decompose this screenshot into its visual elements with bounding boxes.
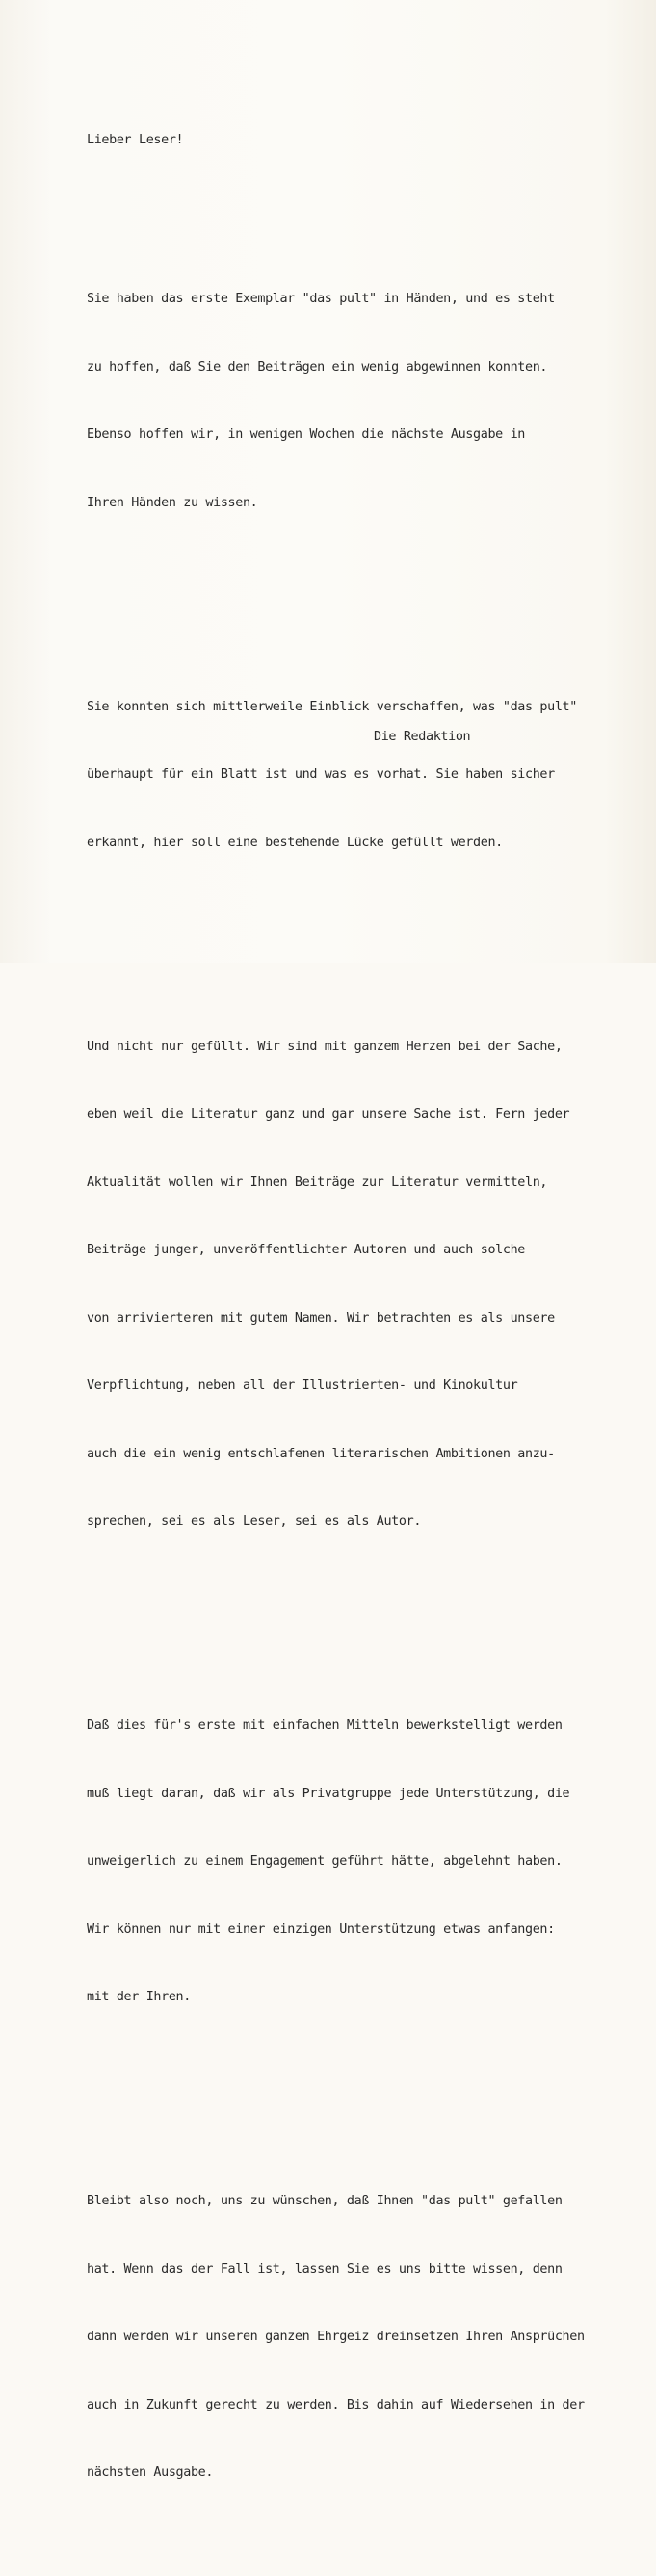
paragraph-5 [87, 2145, 626, 2530]
letter-body [87, 84, 626, 2576]
paragraph-line: auch in Zukunft gerecht zu werden. Bis dahin auf Wiedersehen in der [87, 2397, 585, 2412]
paragraph-line: Und nicht nur gefüllt. Wir sind mit ganzem Herzen bei der Sache, [87, 1039, 563, 1054]
paragraph-line: auch die ein wenig entschlafenen literarischen Ambitionen anzu- [87, 1446, 555, 1461]
paragraph-line: muß liegt daran, daß wir als Privatgruppe jede Unterstützung, die [87, 1786, 570, 1801]
paragraph-line: Daß dies für's erste mit einfachen Mitteln bewerkstelligt werden [87, 1718, 563, 1733]
paragraph-line: Wir können nur mit einer einzigen Unterstützung etwas anfangen: [87, 1921, 555, 1937]
paragraph-line: von arrivierteren mit gutem Namen. Wir betrachten es als unsere [87, 1310, 555, 1326]
paragraph-line: überhaupt für ein Blatt ist und was es vorhat. Sie haben sicher [87, 767, 555, 782]
signature: Die Redaktion [374, 730, 471, 744]
paragraph-line: Bleibt also noch, uns zu wünschen, daß Ihnen "das pult" gefallen [87, 2194, 563, 2208]
paragraph-line: Sie konnten sich mittlerweile Einblick verschaffen, was "das pult" [87, 699, 577, 714]
paragraph-line: zu hoffen, daß Sie den Beiträgen ein wenig abgewinnen konnten. [87, 359, 548, 374]
paragraph-line: unweigerlich zu einem Engagement geführt hätte, abgelehnt haben. [87, 1854, 563, 1868]
paragraph-line: erkannt, hier soll eine bestehende Lücke gefüllt werden. [87, 835, 503, 850]
paragraph-3 [87, 991, 626, 1579]
paragraph-line: Beiträge junger, unveröffentlichter Autoren und auch solche [87, 1243, 525, 1257]
paragraph-line: Ebenso hoffen wir, in wenigen Wochen die nächste Ausgabe in [87, 427, 525, 442]
paragraph-line: nächsten Ausgabe. [87, 2465, 214, 2480]
paragraph-2 [87, 651, 626, 900]
salutation: Lieber Leser! [87, 133, 184, 147]
paragraph-line: Sie haben das erste Exemplar "das pult" in Händen, und es steht [87, 292, 555, 306]
paragraph-line: eben weil die Literatur ganz und gar unsere Sache ist. Fern jeder [87, 1107, 570, 1121]
paragraph-line: dann werden wir unseren ganzen Ehrgeiz dreinsetzen Ihren Ansprüchen [87, 2330, 585, 2344]
paragraph-line: Aktualität wollen wir Ihnen Beiträge zur Literatur vermitteln, [87, 1174, 548, 1190]
paragraph-line: mit der Ihren. [87, 1990, 191, 2004]
paragraph-1 [87, 243, 626, 559]
paragraph-4 [87, 1669, 626, 2054]
paragraph-line: sprechen, sei es als Leser, sei es als Autor. [87, 1514, 422, 1529]
paragraph-line: hat. Wenn das der Fall ist, lassen Sie es uns bitte wissen, denn [87, 2261, 563, 2277]
paragraph-line: Ihren Händen zu wissen. [87, 495, 258, 510]
paragraph-line: Verpflichtung, neben all der Illustrierten- und Kinokultur [87, 1378, 518, 1393]
